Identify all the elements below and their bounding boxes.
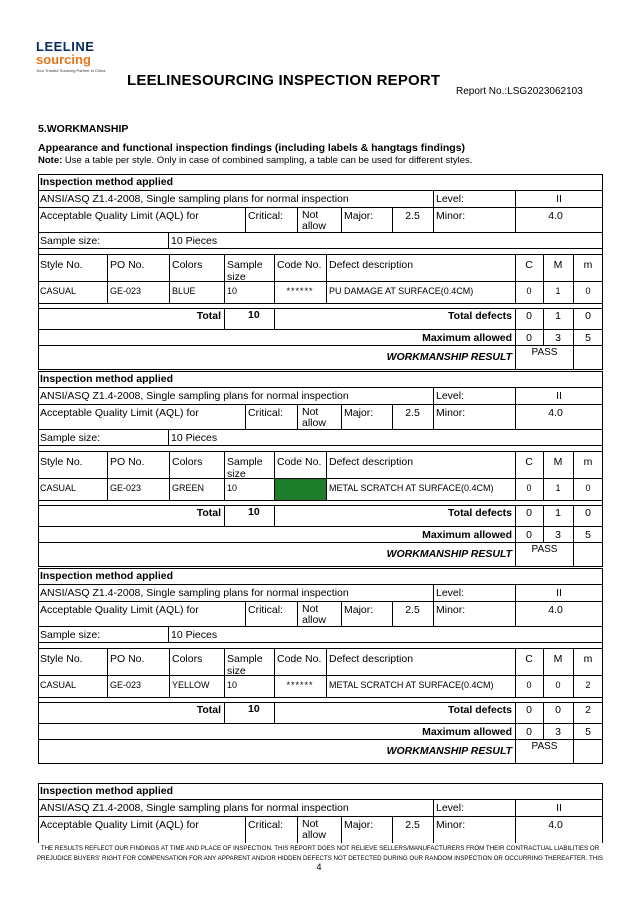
- aql-row: [38, 208, 603, 233]
- row-major: 0: [544, 676, 574, 697]
- sample-size-value: 10 Pieces: [171, 432, 218, 444]
- max-allowed-major: 3: [544, 527, 574, 542]
- row-style-no: CASUAL: [38, 282, 108, 303]
- sample-size-label: Sample size:: [38, 233, 169, 248]
- total-label: Total: [38, 702, 225, 723]
- column-header-row: [38, 648, 603, 676]
- total-label: Total: [38, 505, 225, 526]
- row-code-no: ******: [275, 676, 327, 697]
- row-critical: 0: [516, 282, 544, 303]
- column-header-row: [38, 254, 603, 282]
- standard-row: [38, 585, 603, 602]
- minor-label: Minor:: [434, 208, 516, 232]
- workmanship-result-row: [38, 543, 603, 567]
- section-heading: 5.WORKMANSHIP: [38, 123, 129, 135]
- col-defect-description: Defect description: [327, 451, 516, 478]
- aql-label: Acceptable Quality Limit (AQL) for: [38, 602, 246, 626]
- level-label: Level:: [434, 388, 516, 404]
- standard-text: ANSI/ASQ Z1.4-2008, Single sampling plans for normal inspection: [38, 388, 434, 404]
- maximum-allowed-label: Maximum allowed: [38, 527, 516, 542]
- total-label: Total: [38, 308, 225, 329]
- method-title: Inspection method applied: [40, 785, 174, 797]
- row-defect-description: METAL SCRATCH AT SURFACE(0.4CM): [327, 676, 516, 697]
- total-defects-minor: 0: [585, 310, 591, 322]
- total-row: [38, 308, 603, 330]
- workmanship-result-value: PASS: [516, 346, 574, 370]
- critical-value: Not allow: [298, 602, 342, 626]
- standard-row: [38, 388, 603, 405]
- col-major: M: [544, 254, 574, 281]
- level-label: Level:: [434, 800, 516, 816]
- aql-row: [38, 602, 603, 627]
- sample-size-value: 10 Pieces: [171, 235, 218, 247]
- level-value: II: [556, 390, 562, 402]
- total-value: 10: [225, 505, 275, 526]
- row-major: 1: [544, 479, 574, 500]
- standard-text: ANSI/ASQ Z1.4-2008, Single sampling plans for normal inspection: [38, 191, 434, 207]
- row-color: YELLOW: [170, 676, 225, 697]
- col-code-no: Code No.: [275, 451, 327, 478]
- workmanship-result-row: [38, 740, 603, 764]
- method-title-row: [38, 174, 603, 191]
- col-critical: C: [516, 451, 544, 478]
- row-critical: 0: [516, 479, 544, 500]
- col-style-no: Style No.: [38, 254, 108, 281]
- workmanship-result-row: [38, 346, 603, 370]
- total-defects-minor: 2: [585, 704, 591, 716]
- col-sample-size: Sample size: [225, 451, 275, 478]
- level-value: II: [556, 587, 562, 599]
- section-subheading: Appearance and functional inspection findings (including labels & hangtags findings): [38, 142, 466, 154]
- minor-label: Minor:: [434, 602, 516, 626]
- defect-row: [38, 676, 603, 698]
- major-value: 2.5: [393, 602, 434, 626]
- row-po-no: GE-023: [108, 282, 170, 303]
- maximum-allowed-row: [38, 330, 603, 346]
- major-label: Major:: [342, 817, 393, 843]
- minor-value: 4.0: [548, 819, 563, 831]
- row-sample-size: 10: [225, 479, 275, 500]
- maximum-allowed-row: [38, 724, 603, 740]
- standard-text: ANSI/ASQ Z1.4-2008, Single sampling plans for normal inspection: [38, 800, 434, 816]
- method-title: Inspection method applied: [40, 176, 174, 188]
- col-minor: m: [583, 259, 593, 271]
- method-title: Inspection method applied: [40, 570, 174, 582]
- major-value: 2.5: [393, 817, 434, 843]
- aql-row: [38, 405, 603, 430]
- col-po-no: PO No.: [108, 254, 170, 281]
- total-defects-label: Total defects: [275, 308, 516, 329]
- critical-value: Not allow: [298, 208, 342, 232]
- total-defects-label: Total defects: [275, 505, 516, 526]
- workmanship-result-label: WORKMANSHIP RESULT: [38, 543, 516, 567]
- critical-label: Critical:: [246, 817, 298, 843]
- row-po-no: GE-023: [108, 676, 170, 697]
- row-po-no: GE-023: [108, 479, 170, 500]
- aql-label: Acceptable Quality Limit (AQL) for: [38, 405, 246, 429]
- total-row: [38, 702, 603, 724]
- level-label: Level:: [434, 585, 516, 601]
- max-allowed-critical: 0: [516, 330, 544, 345]
- minor-value: 4.0: [548, 407, 563, 419]
- row-critical: 0: [516, 676, 544, 697]
- max-allowed-minor: 5: [585, 726, 591, 738]
- col-colors: Colors: [170, 648, 225, 675]
- defect-row: [38, 282, 603, 304]
- col-sample-size: Sample size: [225, 648, 275, 675]
- sample-size-row: [38, 627, 603, 643]
- row-sample-size: 10: [225, 676, 275, 697]
- aql-row: [38, 817, 603, 843]
- logo-line2: sourcing: [36, 52, 91, 67]
- level-label: Level:: [434, 191, 516, 207]
- logo-line1: LEELINE: [36, 39, 95, 54]
- col-defect-description: Defect description: [327, 254, 516, 281]
- total-row: [38, 505, 603, 527]
- total-defects-major: 1: [544, 308, 574, 329]
- total-value: 10: [225, 702, 275, 723]
- max-allowed-critical: 0: [516, 724, 544, 739]
- row-style-no: CASUAL: [38, 479, 108, 500]
- workmanship-result-value: PASS: [516, 740, 574, 764]
- major-value: 2.5: [393, 405, 434, 429]
- col-colors: Colors: [170, 254, 225, 281]
- level-value: II: [556, 193, 562, 205]
- col-major: M: [544, 648, 574, 675]
- defect-row: [38, 479, 603, 501]
- minor-label: Minor:: [434, 405, 516, 429]
- col-colors: Colors: [170, 451, 225, 478]
- workmanship-result-value: PASS: [516, 543, 574, 567]
- col-style-no: Style No.: [38, 451, 108, 478]
- aql-label: Acceptable Quality Limit (AQL) for: [38, 817, 246, 843]
- total-defects-label: Total defects: [275, 702, 516, 723]
- sample-size-label: Sample size:: [38, 627, 169, 642]
- leeline-logo: [36, 40, 104, 73]
- critical-value: Not allow: [298, 405, 342, 429]
- standard-text: ANSI/ASQ Z1.4-2008, Single sampling plans for normal inspection: [38, 585, 434, 601]
- section-note: [38, 155, 472, 166]
- max-allowed-minor: 5: [585, 332, 591, 344]
- total-defects-minor: 0: [585, 507, 591, 519]
- row-sample-size: 10: [225, 282, 275, 303]
- max-allowed-major: 3: [544, 724, 574, 739]
- aql-label: Acceptable Quality Limit (AQL) for: [38, 208, 246, 232]
- standard-row: [38, 800, 603, 817]
- row-style-no: CASUAL: [38, 676, 108, 697]
- column-header-row: [38, 451, 603, 479]
- col-po-no: PO No.: [108, 451, 170, 478]
- sample-size-label: Sample size:: [38, 430, 169, 445]
- logo-tagline: Your Trusted Sourcing Partner in China: [36, 68, 106, 73]
- col-code-no: Code No.: [275, 254, 327, 281]
- minor-value: 4.0: [548, 604, 563, 616]
- report-title: LEELINESOURCING INSPECTION REPORT: [127, 72, 441, 89]
- minor-value: 4.0: [548, 210, 563, 222]
- workmanship-result-label: WORKMANSHIP RESULT: [38, 740, 516, 764]
- row-code-no: ******: [275, 282, 327, 303]
- maximum-allowed-row: [38, 527, 603, 543]
- col-major: M: [544, 451, 574, 478]
- row-defect-description: PU DAMAGE AT SURFACE(0.4CM): [327, 282, 516, 303]
- major-value: 2.5: [393, 208, 434, 232]
- col-code-no: Code No.: [275, 648, 327, 675]
- critical-value: Not allow: [298, 817, 342, 843]
- major-label: Major:: [342, 208, 393, 232]
- page-number: 4: [316, 862, 322, 872]
- row-minor: 2: [585, 680, 591, 690]
- note-text: Use a table per style. Only in case of combined sampling, a table can be used for different styles.: [62, 155, 473, 166]
- sample-size-row: [38, 430, 603, 446]
- col-critical: C: [516, 648, 544, 675]
- col-critical: C: [516, 254, 544, 281]
- level-value: II: [556, 802, 562, 814]
- col-sample-size: Sample size: [225, 254, 275, 281]
- row-color: GREEN: [170, 479, 225, 500]
- total-defects-critical: 0: [516, 308, 544, 329]
- report-number: Report No.:LSG2023062103: [456, 86, 583, 97]
- max-allowed-minor: 5: [585, 529, 591, 541]
- minor-label: Minor:: [434, 817, 516, 843]
- col-po-no: PO No.: [108, 648, 170, 675]
- workmanship-result-label: WORKMANSHIP RESULT: [38, 346, 516, 370]
- sample-size-row: [38, 233, 603, 249]
- maximum-allowed-label: Maximum allowed: [38, 724, 516, 739]
- max-allowed-critical: 0: [516, 527, 544, 542]
- critical-label: Critical:: [246, 405, 298, 429]
- row-code-no: [275, 479, 327, 500]
- row-minor: 0: [585, 483, 591, 493]
- maximum-allowed-label: Maximum allowed: [38, 330, 516, 345]
- critical-label: Critical:: [246, 602, 298, 626]
- col-minor: m: [583, 456, 593, 468]
- footer-disclaimer: THE RESULTS REFLECT OUR FINDINGS AT TIME AND PLACE OF INSPECTION. THIS REPORT DOES NOT RELIEVE SELLERS/MANUFACTURERS FROM THEIR CONTRACTUAL LIABILITIES OR PREJUDICE BUYERS' RIGHT FOR COMPENSATION FOR ANY APPARENT AND/OR HIDDEN DEFECTS NOT DETECTED DURING OUR RANDOM INSPECTION OR OCCURRING THEREAFTER. THIS: [36, 845, 604, 862]
- note-label: Note:: [38, 155, 63, 166]
- total-defects-major: 1: [544, 505, 574, 526]
- total-defects-critical: 0: [516, 505, 544, 526]
- col-style-no: Style No.: [38, 648, 108, 675]
- row-major: 1: [544, 282, 574, 303]
- major-label: Major:: [342, 602, 393, 626]
- max-allowed-major: 3: [544, 330, 574, 345]
- col-minor: m: [583, 653, 593, 665]
- major-label: Major:: [342, 405, 393, 429]
- total-value: 10: [225, 308, 275, 329]
- method-title-row: [38, 371, 603, 388]
- method-title-row: [38, 783, 603, 800]
- standard-row: [38, 191, 603, 208]
- row-defect-description: METAL SCRATCH AT SURFACE(0.4CM): [327, 479, 516, 500]
- method-title-row: [38, 568, 603, 585]
- critical-label: Critical:: [246, 208, 298, 232]
- total-defects-critical: 0: [516, 702, 544, 723]
- row-color: BLUE: [170, 282, 225, 303]
- col-defect-description: Defect description: [327, 648, 516, 675]
- total-defects-major: 0: [544, 702, 574, 723]
- method-title: Inspection method applied: [40, 373, 174, 385]
- sample-size-value: 10 Pieces: [171, 629, 218, 641]
- row-minor: 0: [585, 286, 591, 296]
